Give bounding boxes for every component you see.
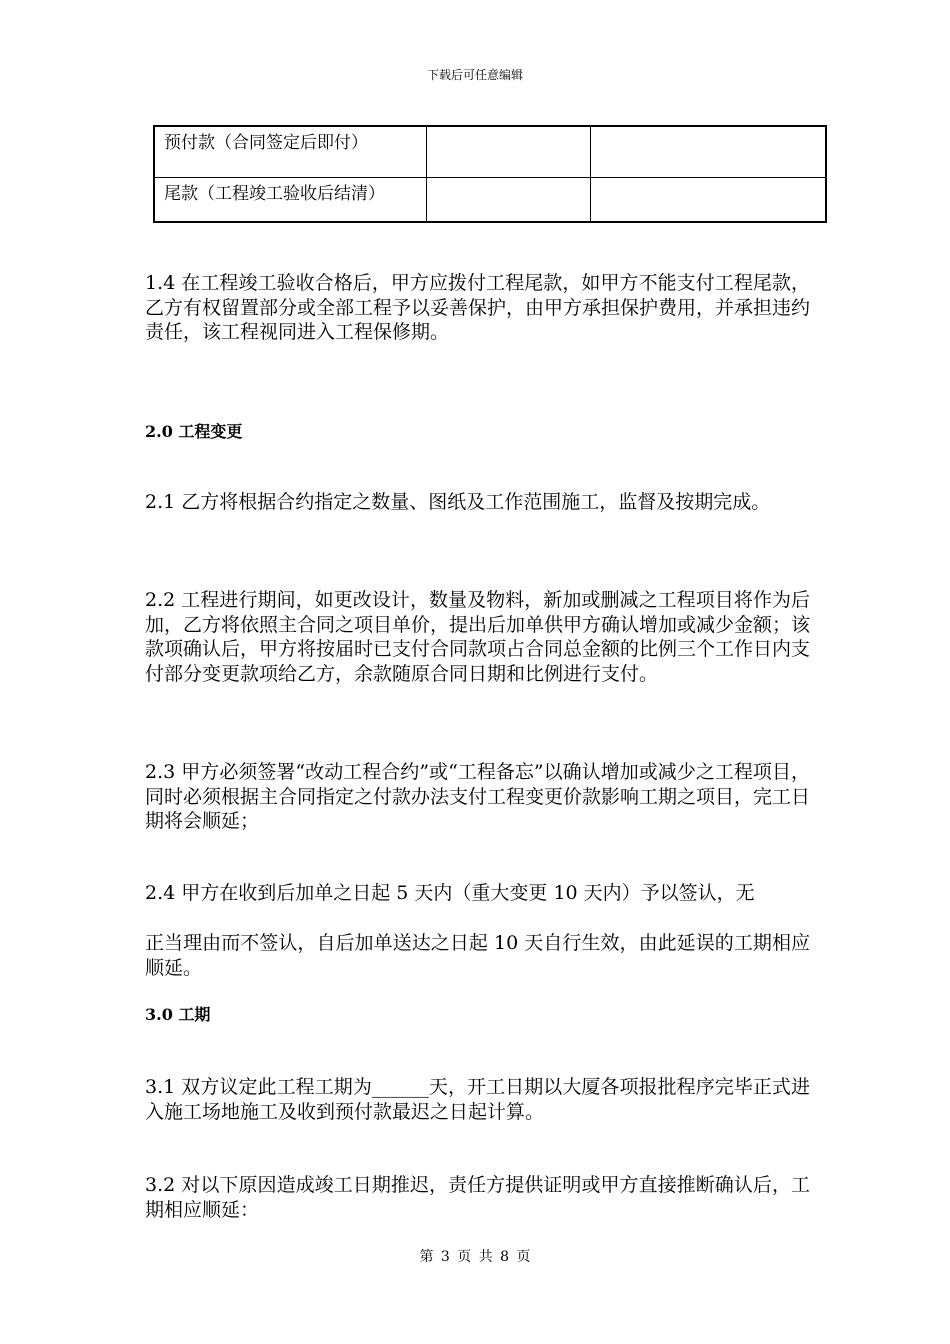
clause-2-4-line1: 2.4 甲方在收到后加单之日起 5 天内（重大变更 10 天内）予以签认，无 [145, 882, 755, 904]
clause-2-3: 2.3 甲方必须签署“改动工程合约”或“工程备忘”以确认增加或减少之工程项目，同时必须根据主合同指定之付款办法支付工程变更价款影响工期之项目，完工日期将会顺延； [145, 761, 811, 832]
table-row [154, 126, 826, 177]
section-heading-2-0: 2.0 工程变更 [145, 422, 243, 441]
table-cell-item: 预付款（合同签定后即付） [154, 126, 426, 177]
section-heading-3-0: 3.0 工期 [145, 1005, 211, 1024]
clause-3-2: 3.2 对以下原因造成竣工日期推迟，责任方提供证明或甲方直接推断确认后，工期相应顺延： [145, 1174, 810, 1221]
table-cell-item: 尾款（工程竣工验收后结清） [154, 177, 426, 222]
payment-table [153, 125, 827, 223]
table-row [154, 177, 826, 222]
clause-1-4: 1.4 在工程竣工验收合格后，甲方应拨付工程尾款，如甲方不能支付工程尾款，乙方有权留置部分或全部工程予以妥善保护，由甲方承担保护费用，并承担违约责任，该工程视同进入工程保修期。 [145, 272, 811, 343]
clause-2-4-continued: 正当理由而不签认，自后加单送达之日起 10 天自行生效，由此延误的工期相应顺延。 [145, 932, 810, 979]
clause-2-2: 2.2 工程进行期间，如更改设计，数量及物料，新加或删减之工程项目将作为后加，乙方将依照主合同之项目单价，提出后加单供甲方确认增加或减少金额；该款项确认后，甲方将按届时已支付合同款项占合同总金额的比例三个工作日内支付部分变更款项给乙方，余款随原合同日期和比例进行支付。 [145, 589, 811, 685]
clause-3-1: 3.1 双方议定此工程工期为______天，开工日期以大厦各项报批程序完毕正式进入施工场地施工及收到预付款最迟之日起计算。 [145, 1076, 810, 1123]
clause-2-1: 2.1 乙方将根据合约指定之数量、图纸及工作范围施工，监督及按期完成。 [145, 491, 771, 513]
page-footer: 第 3 页 共 8 页 [419, 1249, 531, 1265]
table-cell-amount [426, 126, 590, 177]
table-cell-note [590, 126, 826, 177]
header-note: 下载后可任意编辑 [426, 68, 523, 82]
table-cell-amount [426, 177, 590, 222]
table-cell-note [590, 177, 826, 222]
